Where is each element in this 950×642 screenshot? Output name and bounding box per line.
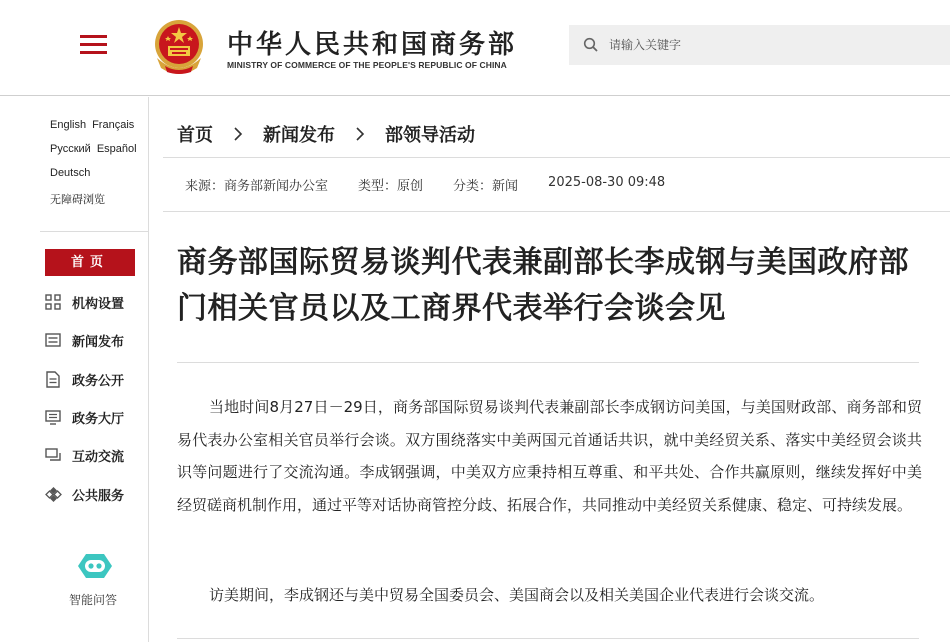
chevron-right-icon (355, 127, 365, 141)
sidebar-item-label: 互动交流 (72, 449, 125, 465)
site-logo-chinese[interactable]: 中华人民共和国商务部 (227, 30, 518, 60)
language-row (50, 143, 143, 155)
article-meta (185, 175, 695, 194)
sidebar (0, 97, 149, 642)
article-type: 类型：原创 (358, 179, 424, 194)
content-divider (177, 638, 919, 639)
search-icon[interactable] (583, 37, 599, 53)
article-paragraph: 当地时间8月27日－29日，商务部国际贸易谈判代表兼副部长李成钢访问美国，与美国财政部、商务部和贸易代表办公室相关官员举行会谈。双方围绕落实中美两国元首通话共识，就中美经贸关系、落实中美经贸会谈共识等问题进行了交流沟通。李成钢强调，中美双方应秉持相互尊重、和平共处、合作共赢原则，继续发挥好中美经贸磋商机制作用，通过平等对话协商管控分歧、拓展合作，共同推动中美经贸关系健康、稳定、可持续发展。 (177, 398, 922, 514)
news-icon (44, 331, 62, 349)
sidebar-item-public-service[interactable] (44, 483, 124, 505)
article-paragraph: 访美期间，李成钢还与美中贸易全国委员会、美国商会以及相关美国企业代表进行会谈交流。 (209, 586, 825, 604)
search-input[interactable] (609, 33, 929, 57)
sidebar-item-label: 政务公开 (72, 373, 125, 389)
lang-russian[interactable]: Русский (50, 143, 91, 155)
sidebar-item-label: 机构设置 (72, 296, 125, 312)
article-datetime: 2025-08-30 09:48 (548, 175, 666, 190)
article-meta-bar (163, 157, 950, 212)
service-icon (44, 485, 62, 503)
language-row (50, 191, 111, 207)
chevron-right-icon (233, 127, 243, 141)
sidebar-item-label: 政务大厅 (72, 411, 125, 427)
chat-icon (44, 446, 62, 464)
lang-german[interactable]: Deutsch (50, 167, 91, 179)
language-row (50, 167, 96, 179)
assistant-label[interactable]: 智能问答 (69, 593, 118, 607)
sidebar-item-service-hall[interactable] (44, 406, 124, 428)
article-category: 分类：新闻 (453, 179, 519, 194)
assistant-robot-icon[interactable] (74, 550, 116, 582)
site-logo-english[interactable]: MINISTRY OF COMMERCE OF THE PEOPLE'S REPUBLIC OF CHINA (227, 60, 507, 70)
menu-icon[interactable] (80, 35, 107, 55)
lang-english[interactable]: English (50, 119, 87, 131)
sidebar-item-label: 公共服务 (72, 488, 125, 504)
accessibility-link[interactable]: 无障碍浏览 (50, 194, 105, 206)
search-box (569, 25, 950, 65)
sidebar-item-news[interactable] (44, 329, 124, 351)
title-divider (177, 362, 919, 363)
article-source: 来源：商务部新闻办公室 (185, 179, 329, 194)
language-row (50, 119, 140, 131)
sidebar-item-label: 新闻发布 (72, 334, 125, 350)
breadcrumb-leader-activities[interactable]: 部领导活动 (385, 125, 475, 146)
sidebar-home-button[interactable]: 首页 (45, 249, 135, 276)
lang-french[interactable]: Français (92, 119, 135, 131)
national-emblem-icon[interactable] (151, 18, 207, 76)
monitor-icon (44, 408, 62, 426)
sidebar-item-government-affairs[interactable] (44, 368, 124, 390)
article-title: 商务部国际贸易谈判代表兼副部长李成钢与美国政府部门相关官员以及工商界代表举行会谈会见 (177, 245, 909, 326)
document-icon (44, 370, 62, 388)
site-header (0, 0, 950, 96)
lang-spanish[interactable]: Español (96, 143, 137, 155)
breadcrumb (177, 121, 475, 147)
grid-icon (44, 293, 62, 311)
breadcrumb-news[interactable]: 新闻发布 (263, 125, 335, 146)
breadcrumb-home[interactable]: 首页 (177, 125, 213, 146)
sidebar-divider (40, 231, 148, 232)
sidebar-item-interaction[interactable] (44, 444, 124, 466)
sidebar-item-organization[interactable] (44, 291, 124, 313)
